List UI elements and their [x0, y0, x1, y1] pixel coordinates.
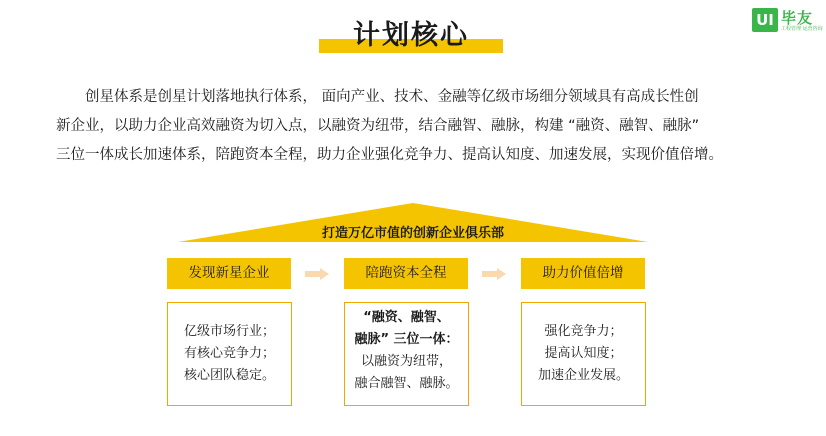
card-line: 融合融智、融脉。 [354, 376, 459, 391]
card-line: 核心团队稳定。 [183, 368, 275, 383]
card-line: 强化竞争力； [544, 324, 623, 339]
card-accompany [344, 302, 469, 406]
page-title-text: 计划核心 [353, 20, 469, 51]
card-line: 融脉” 三位一体： [354, 332, 459, 347]
logo-brand: 毕友 [781, 9, 814, 27]
brand-logo [752, 8, 823, 34]
roof-label: 打造万亿市值的创新企业俱乐部 [321, 226, 504, 241]
intro-line-1: 创星体系是创星计划落地执行体系， 面向产业、技术、金融等亿级市场细分领域具有高成长性创 [85, 89, 699, 105]
intro-line-3: 三位一体成长加速体系，陪跑资本全程，助力企业强化竞争力、提高认知度、加速发展，实现价值倍增。 [56, 147, 723, 163]
step-accompany: 陪跑资本全程 [344, 258, 468, 289]
card-line: “融资、融智、 [363, 310, 450, 325]
card-line: 以融资为纽带， [360, 354, 452, 369]
arrow-right-icon [305, 268, 329, 280]
card-line: 提高认知度； [544, 346, 623, 361]
step-value: 助力价值倍增 [521, 258, 645, 289]
card-line: 亿级市场行业； [183, 324, 275, 339]
card-discover [167, 302, 292, 406]
arrow-right-icon [482, 268, 506, 280]
step-discover: 发现新星企业 [167, 258, 291, 289]
intro-line-2: 新企业，以助力企业高效融资为切入点，以融资为纽带，结合融智、融脉，构建 “融资、融智、融脉” [56, 118, 700, 134]
intro-paragraph [56, 83, 781, 170]
card-line: 加速企业发展。 [537, 368, 629, 383]
logo-tagline: 工程管理 运营咨询 [781, 26, 823, 32]
page-title [319, 13, 503, 57]
card-line: 有核心竞争力； [183, 346, 275, 361]
logo-mark: UI [752, 8, 778, 32]
card-value [521, 302, 646, 406]
